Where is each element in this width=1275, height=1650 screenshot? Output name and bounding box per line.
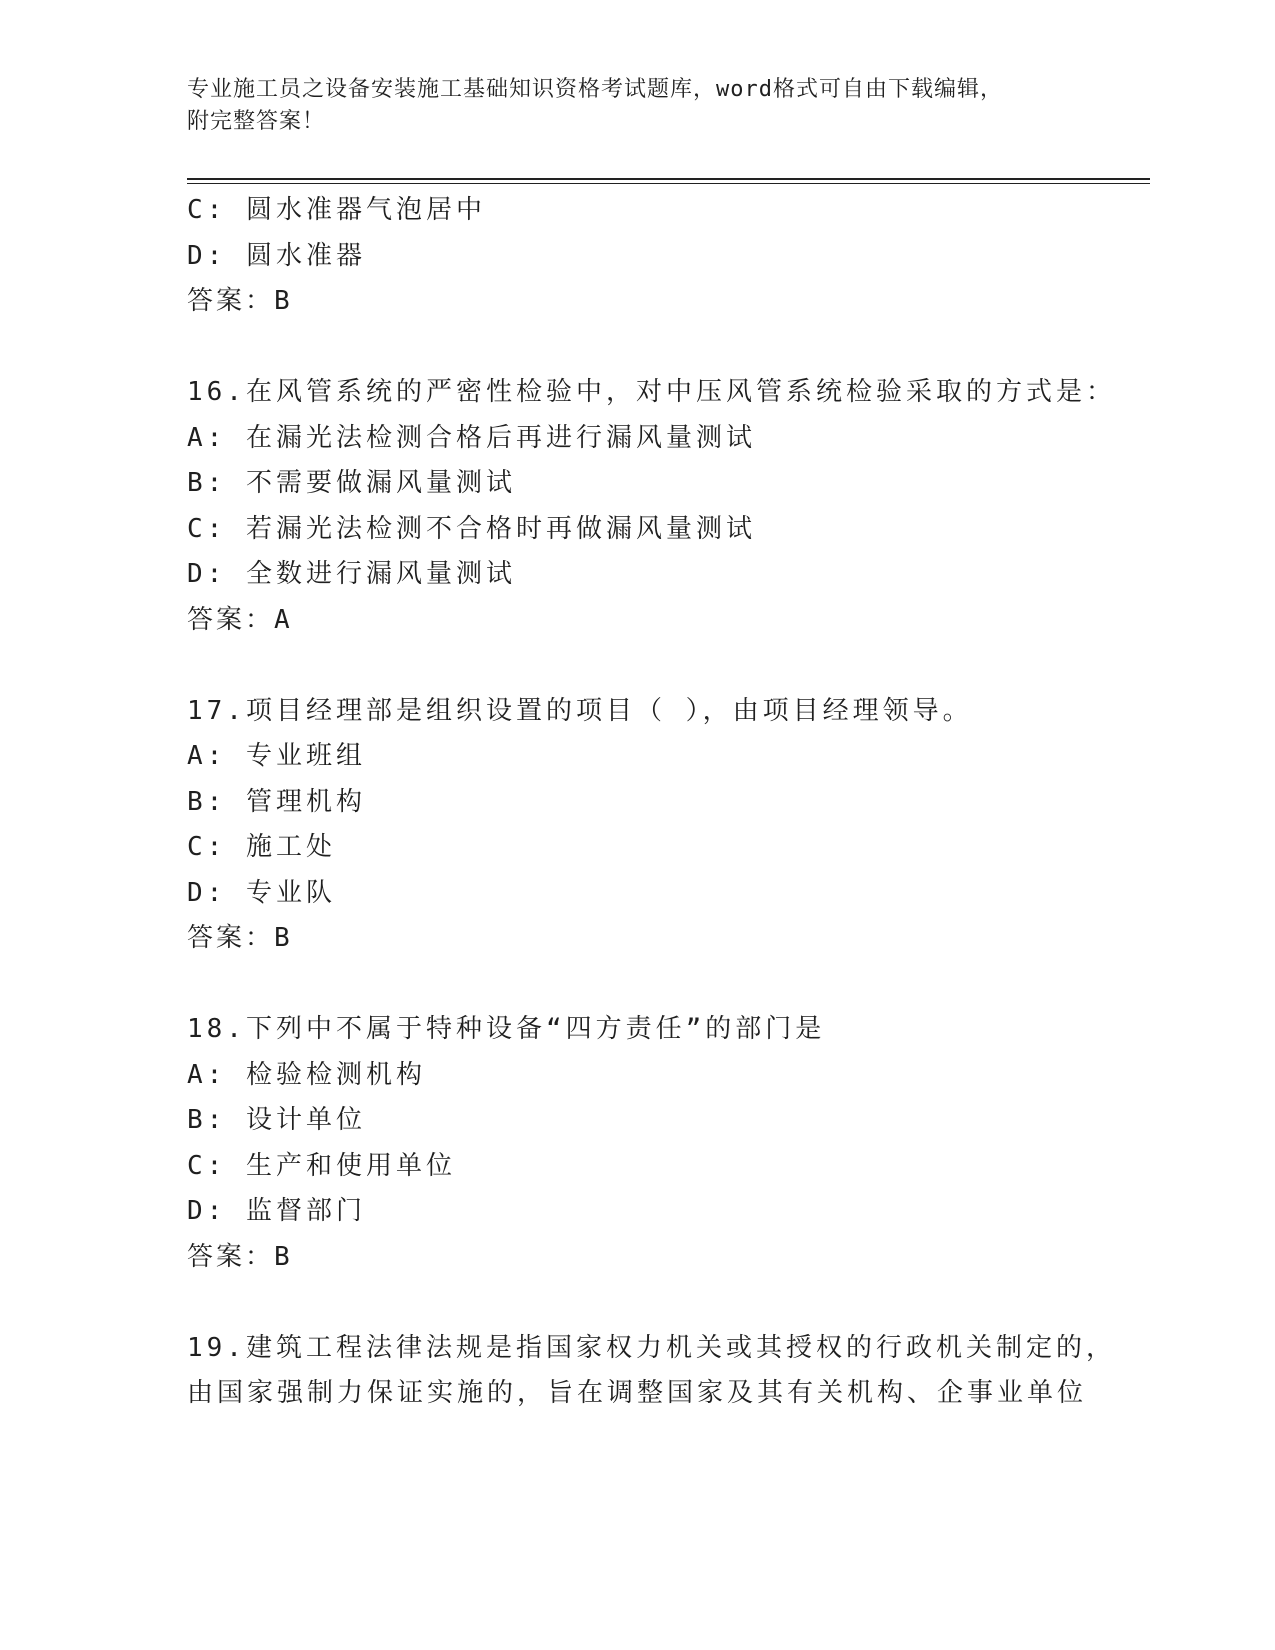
option-a: A: 在漏光法检测合格后再进行漏风量测试 [187,422,756,453]
answer-line: 答案：B [187,286,293,316]
question-18 [187,1007,1087,1280]
question-text: 16.在风管系统的严密性检验中，对中压风管系统检验采取的方式是： [187,377,1116,407]
option-c: C: 施工处 [187,832,336,862]
question-spacer [187,325,1087,371]
header-line-1: 专业施工员之设备安装施工基础知识资格考试题库，word格式可自由下载编辑， [187,77,1003,102]
option-c: C: 若漏光法检测不合格时再做漏风量测试 [187,513,756,544]
answer-line: 答案：A [187,604,293,635]
answer-line: 答案：B [187,1241,293,1272]
option-a: A: 检验检测机构 [187,1059,426,1090]
document-header [187,74,1087,138]
question-spacer [187,643,1087,689]
option-b: B: 管理机构 [187,786,366,817]
option-d: D: 监督部门 [187,1196,366,1226]
question-text-line-2: 由国家强制力保证实施的，旨在调整国家及其有关机构、企事业单位 [187,1378,1088,1408]
option-b: B: 设计单位 [187,1105,366,1135]
question-text: 17.项目经理部是组织设置的项目（ ），由项目经理领导。 [187,695,973,726]
option-c: C: 圆水准器气泡居中 [187,195,486,225]
question-text-line-1: 19.建筑工程法律法规是指国家权力机关或其授权的行政机关制定的， [187,1332,1116,1363]
answer-line: 答案：B [187,923,293,953]
header-line-2: 附完整答案！ [187,109,326,134]
option-d: D: 专业队 [187,877,336,908]
option-a: A: 专业班组 [187,741,366,771]
option-b: B: 不需要做漏风量测试 [187,468,516,498]
header-divider-thick [187,178,1150,180]
question-spacer [187,1280,1087,1326]
option-d: D: 圆水准器 [187,240,366,271]
question-16 [187,370,1116,643]
option-d: D: 全数进行漏风量测试 [187,559,516,589]
question-17 [187,689,1087,962]
option-c: C: 生产和使用单位 [187,1150,456,1181]
document-body [187,188,1116,1417]
header-divider-thin [187,183,1150,184]
question-19 [187,1326,1116,1417]
question-text: 18.下列中不属于特种设备“四方责任”的部门是 [187,1014,826,1044]
question-15-continued [187,188,1087,325]
question-spacer [187,962,1087,1008]
